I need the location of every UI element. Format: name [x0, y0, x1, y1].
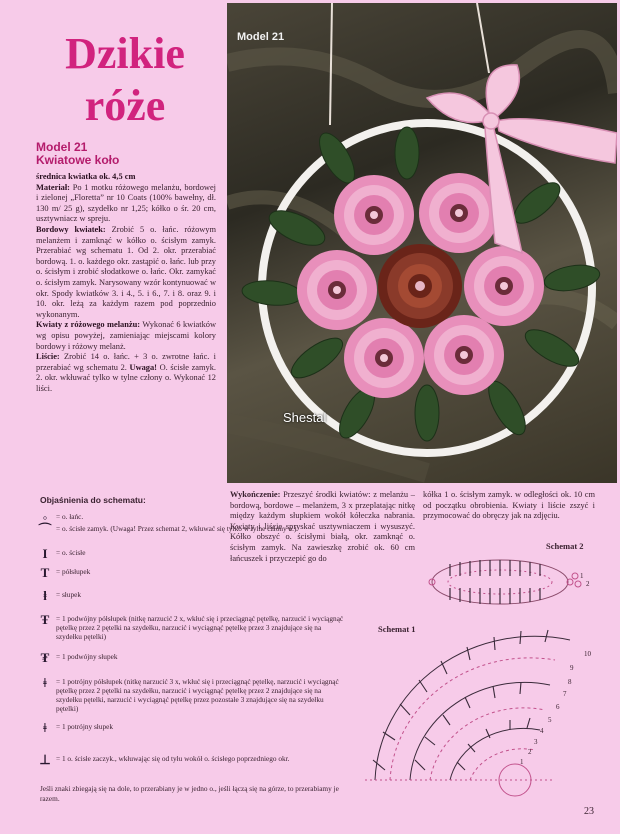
schemat-2-row: 1: [580, 572, 584, 580]
schemat-1-row: 1: [520, 758, 524, 766]
schemat-1-row: 7: [563, 690, 567, 698]
triple-half-symbol: ǂ: [43, 675, 47, 690]
schemat-1-row: 6: [556, 703, 560, 711]
treble-symbol: ₮: [40, 650, 50, 665]
schemat-2-diagram: [420, 552, 600, 612]
schemat-1-label: Schemat 1: [378, 624, 416, 634]
page-title: [30, 28, 220, 132]
paragraph: Bordowy kwiatek: Zrobić 5 o. łańc. różowym melanżem i zamknąć w kółko o. ścisłym zamyk. Przerabiać wg schematu 1. Od 2. okr. przerabiać bordową. 1. o. każdego okr. zastąpić o. łańc. lub przy o. ścisłym i zrobić słodatkowe o. łańc. Okr. zamykać o. ścisłym zamyk. Narysowany wzór kontynuować w okr. Spody kwiatków 3. i 4., 5. i 6., 7. i 8. oraz 9. i 10. okr. leżą za każdym razem pod poprzednio wykonanym.: [36, 224, 217, 319]
schemat-2-label: Schemat 2: [546, 541, 584, 551]
photo-label: Model 21: [237, 31, 285, 43]
schemat-2-row: 2: [586, 580, 590, 588]
schemat-1-row: 9: [570, 664, 574, 672]
schemat-1-row: 4: [540, 727, 544, 735]
paragraph: Kwiaty z różowego melanżu: Wykonać 6 kwiatków wg opisu powyżej, zamieniając miejscami kolory bordowy i różowy melanż.: [36, 320, 216, 351]
page-number: 23: [584, 806, 594, 817]
schemat-1-diagram: [355, 620, 605, 800]
page: Dzikie róże Model 21 Kwiatowe koło średnica kwiatka ok. 4,5 cm Materiał: Po 1 motku różowego melanżu, bordowej i zielonej „Floretta” nr 10 Coats (100% bawełny, dł. 130 m/ 25 g), szydełko nr 1,25; kółko o śr. 20 cm, usztywniacz w spreju. Bordowy kwiatek: Zrobić 5 o. łańc. różowym melanżem i zamknąć w kółko o. ścisłym zamyk. Przerabiać wg schematu 1. Od 2. okr. przerabiać bordową. 1. o. każdego okr. zastąpić o. łańc. lub przy o. ścisłym i zrobić słodatkowe o. łańc. Okr. zamykać o. ścisłym zamyk. Narysowany wzór kontynuować w okr. Spody kwiatków 3. i 4., 5. i 6., 7. i 8. oraz 9. i 10. okr. leżą za każdym razem pod poprzednio wykonanym. Kwiaty z różowego melanżu: Wykonać 6 kwiatków wg opisu powyżej, zamieniając miejscami kolory bordowy i różowy melanż. Liście: Zrobić 14 o. łańc. + 3 o. zwrotne łańc. i przerabiać wg schematu 2. Uwaga! O. ścisłe zamyk. 2. okr. wkłuwać tylko w tylne człony o. Wykonać 12 liści. Model 21 Shestal Wykończenie: Przeszyć środki kwiatów: z melanżu – bordową, bordowe – melanżem, 3 x przeplatając nitkę między każdym słupkiem wokół kółeczka nabrania. Kwiaty i liście spryskać usztywniaczem i wysuszyć. Kółko obszyć o. ścisłymi białą, okr. zamknąć o. ścisłym zamyk. Na zawieszkę zrobić ok. 60 cm łańcuszek i przyczepić go do kółka 1 o. ścisłym zamyk. w odległości ok. 10 cm od początku obrobienia. Kwiaty i liście zszyć i przymocować do obręczy jak na zdjęciu. Objaśnienia do schematu: ◦ = o. łańc. ⌒ = o. ścisłe zamyk. (Uwaga! Przez schemat 2, wkłuwać się tylko w tylne człony o.) I = o. ścisłe T = półsłupek ⱡ = słupek Ŧ = 1 podwójny półsłupek (nitkę narzucić 2 x, wkłuć się i przeciągnąć pętelkę, narzucić i wyciągnąć pętelkę przez 2 pętelki na szydełku, narzucić i wyciągnąć pętelkę przez 3 znajdujące się na szydełku pętelki) ₮ = 1 podwójny słupek ǂ = 1 potrójny półsłupek (nitkę narzucić 3 x, wkłuć się i przeciągnąć pętelkę, narzucić i wyciągnąć pętelkę przez 2 pętelki na szydełku, narzucić i wyciągnąć pętelkę przez 2 znajdujące się na szydełku pętelki, narzucić i wyciągnąć pętelkę przez pozostałe 3 znajdujące się na szydełku pętelki) ǂ = 1 potrójny słupek ⊥ = 1 o. ścisłe zaczyk., wkłuwając się od tyłu wokół o. ścisłego poprzedniego okr. Jeśli znaki zbiegają się na dole, to przerabiany je w jedno o., jeśli łączą się na górze, to przerabiamy je razem. Schemat 2 1 2 Schemat 1 10 9 8 7 6 5 4 3 2 1 23: [0, 0, 620, 834]
legend-title: Objaśnienia do schematu:: [40, 495, 146, 505]
model-header: [36, 141, 119, 167]
single-crochet-symbol: I: [42, 546, 48, 561]
model-name: Model 21: [36, 140, 88, 154]
instructions-middle: Wykończenie: Przeszyć środki kwiatów: z melanżu – bordową, bordowe – melanżem, 3 x przeplatając nitkę między każdym słupkiem wokół kółeczka nabrania. Kwiaty i liście spryskać usztywniaczem i wysuszyć. Kółko obszyć o. ścisłymi białą, okr. zamknąć o. ścisłym zamyk. Na zawieszkę zrobić ok. 60 cm łańcuszek i przyczepić go do: [230, 490, 415, 563]
watermark: Shestal: [283, 410, 327, 425]
half-double-symbol: T: [40, 565, 50, 580]
double-crochet-symbol: ⱡ: [43, 588, 47, 603]
slip-stitch-symbol: ⌒: [38, 522, 52, 537]
triple-treble-symbol: ǂ: [43, 720, 47, 735]
model-subtitle: Kwiatowe koło: [36, 153, 120, 167]
chain-symbol: ◦: [42, 510, 48, 525]
instructions-right: kółka 1 o. ścisłym zamyk. w odległości ok. 10 cm od początku obrobienia. Kwiaty i liście zszyć i przymocować do obręczy jak na zdjęciu.: [423, 490, 595, 521]
paragraph: Liście: Zrobić 14 o. łańc. + 3 o. zwrotne łańc. i przerabiać wg schematu 2. Uwaga! O. ścisłe zamyk. 2. okr. wkłuwać tylko w tylne człony o. Wykonać 12 liści.: [36, 352, 217, 393]
paragraph: średnica kwiatka ok. 4,5 cm: [36, 172, 136, 181]
title-line-1: Dzikie: [65, 29, 185, 78]
schemat-1-row: 5: [548, 716, 552, 724]
title-line-2: róże: [84, 81, 166, 130]
schemat-1-row: 8: [568, 678, 572, 686]
schemat-1-row: 2: [528, 748, 532, 756]
product-photo: [227, 3, 617, 483]
double-half-symbol: Ŧ: [40, 612, 50, 627]
footnote: Jeśli znaki zbiegają się na dole, to przerabiany je w jedno o., jeśli łączą się na górze, to przerabiamy je razem.: [40, 784, 339, 803]
paragraph: Materiał: Po 1 motku różowego melanżu, bordowej i zielonej „Floretta” nr 10 Coats (100% bawełny, dł. 130 m/ 25 g), szydełko nr 1,25; kółko o śr. 20 cm, usztywniacz w spreju.: [36, 182, 216, 224]
schemat-1-row: 3: [534, 738, 538, 746]
schemat-1-row: 10: [584, 650, 591, 658]
back-post-symbol: ⊥: [39, 752, 51, 767]
instructions-left: [36, 172, 216, 394]
